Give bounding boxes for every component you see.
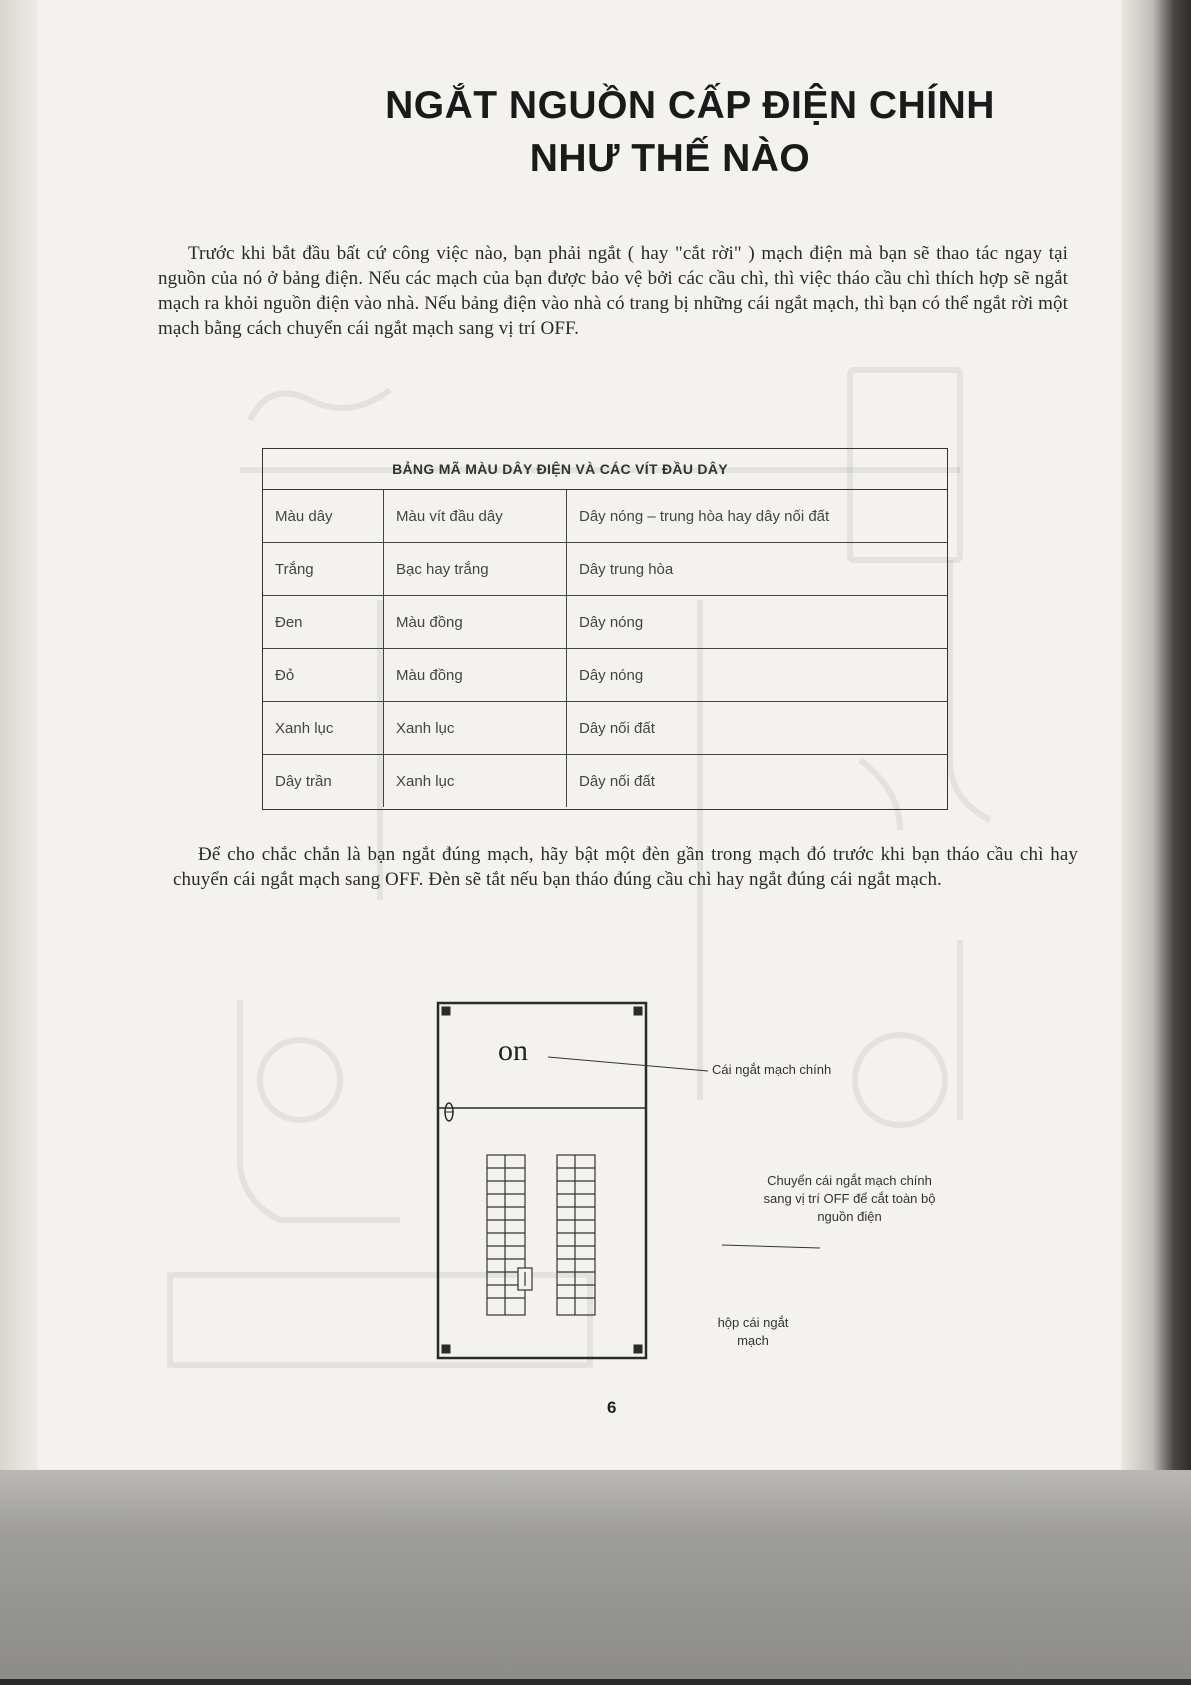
table-cell: Dây nóng xyxy=(567,649,948,702)
table-cell: Dây nóng – trung hòa hay dây nối đất xyxy=(567,490,948,543)
table-cell: Dây trung hòa xyxy=(567,543,948,596)
table-row xyxy=(263,649,947,702)
check-circuit-paragraph: Để cho chắc chắn là bạn ngắt đúng mạch, hãy bật một đèn gần trong mạch đó trước khi bạn tháo cầu chì hay chuyển cái ngắt mạch sang OFF. Đèn sẽ tắt nếu bạn tháo đúng cầu chì hay ngắt đúng cái ngắt mạch. xyxy=(173,844,1078,890)
table-cell: Bạc hay trắng xyxy=(384,543,567,596)
table-cell: Màu vít đầu dây xyxy=(384,490,567,543)
table-row xyxy=(263,490,947,543)
table-title: BẢNG MÃ MÀU DÂY ĐIỆN VÀ CÁC VÍT ĐẦU DÂY xyxy=(263,449,947,490)
title-line-1: NGẮT NGUỒN CẤP ĐIỆN CHÍNH xyxy=(385,84,995,127)
main-breaker-label: Cái ngắt mạch chính xyxy=(712,1062,832,1077)
main-breaker-state: on xyxy=(498,1034,528,1067)
page-title xyxy=(300,80,1080,185)
table-cell: Màu đồng xyxy=(384,649,567,702)
table-row xyxy=(263,702,947,755)
table-cell: Trắng xyxy=(263,543,384,596)
page-number: 6 xyxy=(607,1398,617,1417)
wire-color-table xyxy=(262,448,948,810)
page-bottom-shadow xyxy=(0,1470,1191,1685)
table-cell: Xanh lục xyxy=(263,702,384,755)
table-cell: Dây trần xyxy=(263,755,384,808)
switch-off-line-3: nguồn điện xyxy=(817,1209,882,1224)
table-row xyxy=(263,543,947,596)
table-cell: Dây nóng xyxy=(567,596,948,649)
switch-off-line-2: sang vị trí OFF để cắt toàn bộ xyxy=(763,1191,936,1206)
table-cell: Đen xyxy=(263,596,384,649)
table-cell: Màu đồng xyxy=(384,596,567,649)
table-cell: Xanh lục xyxy=(384,755,567,808)
breaker-box-label-line-2: mạch xyxy=(737,1333,769,1348)
table-cell: Đỏ xyxy=(263,649,384,702)
title-line-2: NHƯ THẾ NÀO xyxy=(529,136,811,180)
breaker-box xyxy=(438,1003,646,1358)
table-cell: Dây nối đất xyxy=(579,772,655,790)
wire-color-grid xyxy=(263,490,947,807)
switch-off-instruction xyxy=(722,1172,977,1226)
switch-off-line-1: Chuyển cái ngắt mạch chính xyxy=(767,1173,932,1188)
breaker-box-label-line-1: hộp cái ngắt xyxy=(717,1315,789,1330)
table-row xyxy=(263,755,947,808)
table-cell: Dây nối đất xyxy=(567,702,948,755)
table-cell: Màu dây xyxy=(263,490,384,543)
breaker-switch-rows xyxy=(487,1155,595,1315)
table-row xyxy=(263,596,947,649)
page-right-edge xyxy=(1121,0,1191,1685)
page-left-edge xyxy=(0,0,38,1685)
page-bottom-line xyxy=(0,1679,1191,1685)
intro-paragraph: Trước khi bắt đầu bất cứ công việc nào, bạn phải ngắt ( hay "cắt rời" ) mạch điện mà bạn sẽ thao tác ngay tại nguồn của nó ở bảng điện. Nếu các mạch của bạn được bảo vệ bởi các cầu chì, thì việc tháo cầu chì thích hợp sẽ ngắt mạch ra khỏi nguồn điện vào nhà. Nếu bảng điện vào nhà có trang bị những cái ngắt mạch, thì bạn có thể ngắt rời một mạch bằng cách chuyển cái ngắt mạch sang vị trí OFF. xyxy=(158,243,1068,339)
breaker-box-label xyxy=(698,1314,808,1350)
table-cell: Xanh lục xyxy=(384,702,567,755)
